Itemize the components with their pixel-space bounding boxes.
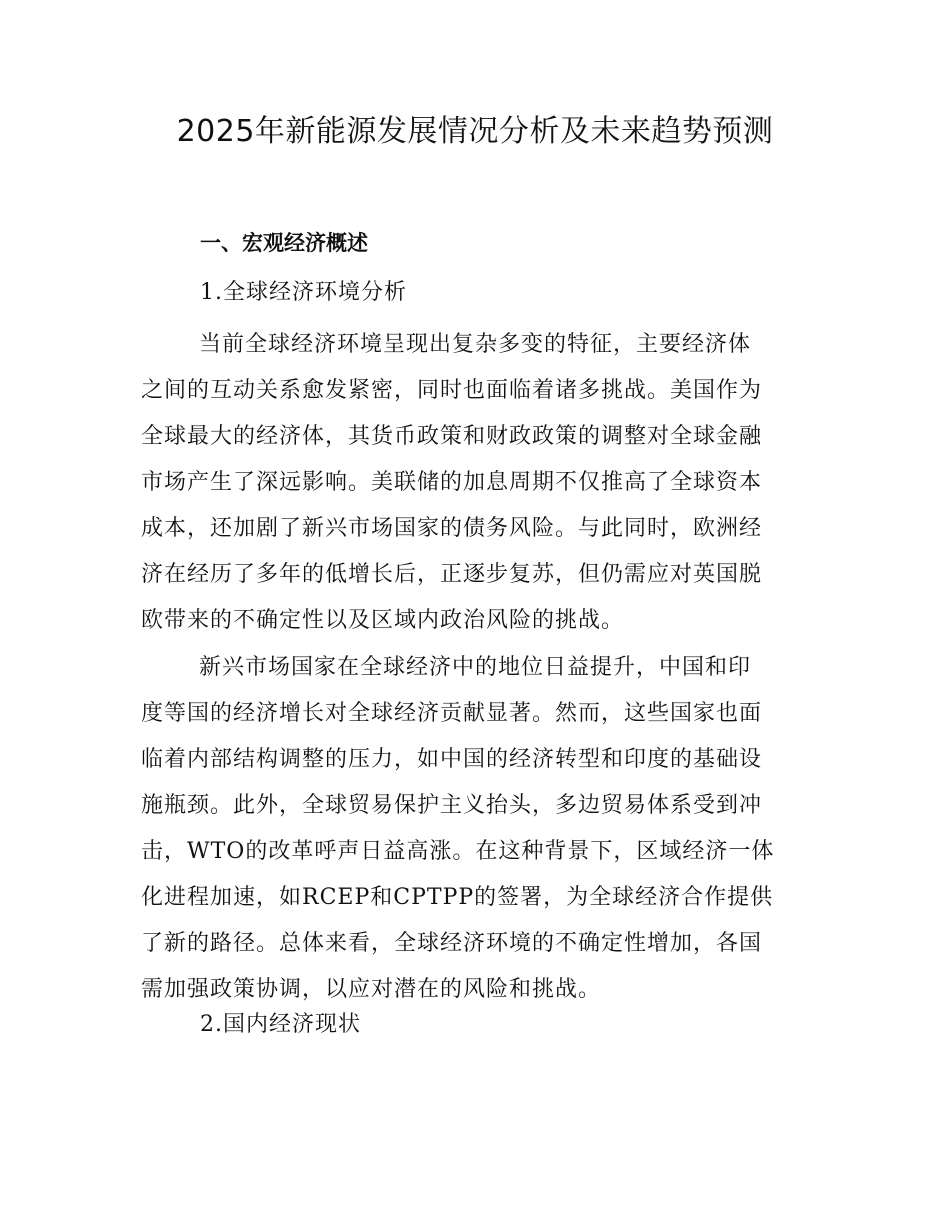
paragraph-line: 度等国的经济增长对全球经济贡献显著。然而，这些国家也面: [141, 701, 763, 726]
paragraph-global-economy: [141, 322, 809, 644]
paragraph-line: 化进程加速，如RCEP和CPTPP的签署，为全球经济合作提供: [141, 885, 774, 910]
section-heading-macroeconomy: 一、宏观经济概述: [200, 231, 368, 255]
paragraph-line: 击，WTO的改革呼声日益高涨。在这种背景下，区域经济一体: [141, 839, 775, 864]
paragraph-line: 济在经历了多年的低增长后，正逐步复苏，但仍需应对英国脱: [141, 562, 763, 587]
paragraph-line: 市场产生了深远影响。美联储的加息周期不仅推高了全球资本: [141, 470, 763, 495]
paragraph-line: 全球最大的经济体，其货币政策和财政政策的调整对全球金融: [141, 424, 763, 449]
subsection-heading-global-economy: 1.全球经济环境分析: [200, 280, 407, 305]
paragraph-line: 成本，还加剧了新兴市场国家的债务风险。与此同时，欧洲经: [141, 516, 763, 541]
paragraph-line: 欧带来的不确定性以及区域内政治风险的挑战。: [141, 608, 625, 633]
paragraph-line: 当前全球经济环境呈现出复杂多变的特征，主要经济体: [199, 332, 752, 357]
document-title: 2025年新能源发展情况分析及未来趋势预测: [176, 114, 774, 149]
paragraph-emerging-markets: [141, 645, 809, 1013]
paragraph-line: 新兴市场国家在全球经济中的地位日益提升，中国和印: [199, 655, 752, 680]
paragraph-line: 了新的路径。总体来看，全球经济环境的不确定性增加，各国: [141, 931, 763, 956]
paragraph-line: 临着内部结构调整的压力，如中国的经济转型和印度的基础设: [141, 747, 763, 772]
subsection-heading-domestic-economy: 2.国内经济现状: [200, 1012, 361, 1037]
paragraph-line: 需加强政策协调，以应对潜在的风险和挑战。: [141, 977, 602, 1002]
paragraph-line: 施瓶颈。此外，全球贸易保护主义抬头，多边贸易体系受到冲: [141, 793, 763, 818]
paragraph-line: 之间的互动关系愈发紧密，同时也面临着诸多挑战。美国作为: [141, 378, 763, 403]
